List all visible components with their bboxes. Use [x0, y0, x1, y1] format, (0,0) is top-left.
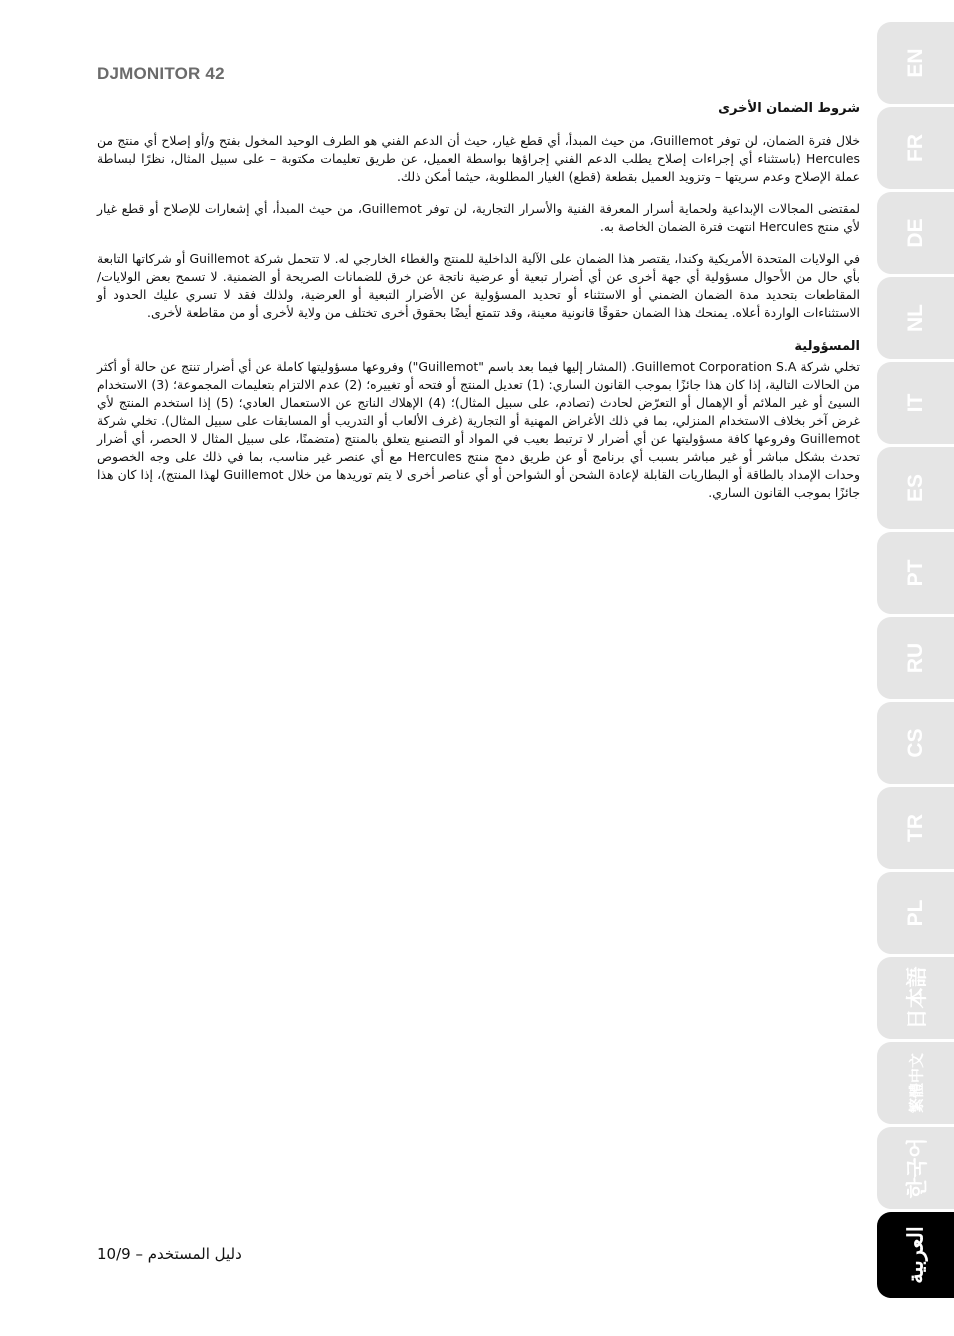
tab-ja[interactable] [877, 957, 954, 1039]
tab-label: العربية [904, 1226, 927, 1284]
page-footer: دليل المستخدم – 10/9 [97, 1245, 242, 1263]
tab-it[interactable] [877, 362, 954, 444]
tab-en[interactable] [877, 22, 954, 104]
tab-label: DE [903, 218, 927, 248]
tab-de[interactable] [877, 192, 954, 274]
tab-pl[interactable] [877, 872, 954, 954]
tab-ru[interactable] [877, 617, 954, 699]
tab-label: IT [903, 393, 927, 413]
tab-fr[interactable] [877, 107, 954, 189]
tab-label: CS [903, 728, 927, 758]
warranty-paragraph-1: خلال فترة الضمان، لن توفر Guillemot، من حيث المبدأ، أي قطع غيار، حيث أن الدعم الفني هو الطرف الوحيد المخول بفتح و/أو إصلاح أي منتج من Hercules (باستثناء أي إجراءات إصلاح يطلب الدعم الفني إجراؤها بواسطة العميل، عن طريق تعليمات مكتوبة – على سبيل المثال، نظرًا لبساطة عملة الإصلاح وعدم سريتها – وتزويد العميل بقطعة (قطع) الغيار المطلوبة، حيثما أمكن ذلك. [97, 133, 861, 184]
tab-tr[interactable] [877, 787, 954, 869]
tab-ko[interactable] [877, 1127, 954, 1209]
tab-label: FR [903, 134, 927, 162]
liability-paragraph: تخلي شركة Guillemot Corporation S.A. (المشار إليها فيما بعد باسم "Guillemot") وفروعها مسؤوليتها كاملة عن أي أضرار تنتج عن حالة أو أكثر من الحالات التالية، إذا كان هذا جائزًا بموجب القانون الساري: (1) تعديل المنتج أو فتحه أو تغييره؛ (2) عدم الالتزام بتعليمات المجموعة؛ (3) الاستخدام السيئ أو غير الملائم أو الإهمال أو التعرّض لحادث (تصادم، على سبيل المثال)؛ (4) الإهلاك الناتج عن الاستعمال العادي؛ (5) إذا استخدم المنتج لأي غرض آخر بخلاف الاستخدام المنزلي، بما في ذلك الأغراض المهنية أو التجارية (غرف الألعاب أو التدريب أو المسابقات على سبيل المثال). تخلي شركة Guillemot وفروعها كافة مسؤوليتها عن أي أضرار لا ترتبط بعيب في المواد أو التصنيع يتعلق بالمنتج (متضمنًا، على سبيل المثال لا الحصر، أي أضرار تحدث بشكل مباشر أو غير مباشر بسبب أي برنامج أو عن طريق دمج منتج Hercules مع أي عنصر غير مناسب، بما في ذلك على وجه الخصوص وحدات الإمداد بالطاقة أو البطاريات القابلة لإعادة الشحن أو الشواحن أو أي عناصر أخرى لا يتم توريدها من خلال Guillemot لهذا المنتج)، إذا كان هذا جائزًا بموجب القانون الساري. [97, 359, 861, 500]
product-title: DJMONITOR 42 [97, 64, 225, 83]
warranty-heading: شروط الضمان الأخرى [718, 101, 860, 116]
tab-label: PL [903, 899, 927, 927]
tab-label: TR [903, 814, 927, 842]
tab-label: ES [903, 473, 927, 503]
tab-label: NL [903, 304, 927, 332]
tab-label: PT [903, 559, 927, 587]
tab-label: 日本語 [905, 966, 929, 1030]
tab-label: RU [903, 642, 927, 674]
warranty-paragraph-2: لمقتضى المجالات الإبداعية ولحماية أسرار المعرفة الفنية والأسرار التجارية، لن توفر Guillemot، من حيث المبدأ، أي إشعارات للإصلاح أو قطع غيار لأي منتج Hercules انتهت فترة الضمان الخاصة به. [97, 201, 860, 234]
document-body [97, 100, 860, 516]
language-tabs [877, 22, 954, 1298]
liability-heading: المسؤولية [794, 339, 860, 354]
warranty-paragraph-3: في الولايات المتحدة الأمريكية وكندا، يقتصر هذا الضمان على الآلية الداخلية للمنتج والغطاء الخارجي له. لا تتحمل شركة Guillemot أو شركاتها التابعة بأي حال من الأحوال مسؤولية أي جهة أخرى عن أي أضرار تبعية أو عرضية ناتجة عن خرق للضمانات الصريحة أو الضمنية. لا تسمح بعض الولايات/المقاطعات بتحديد مدة الضمان الضمني أو الاستثناء أو تحديد المسؤولية عن الأضرار التبعية أو العرضية، ولذلك فقد لا تسري عليك الحدود أو الاستثناءات الواردة أعلاه. يمنحك هذا الضمان حقوقًا قانونية معينة، وقد تتمتع أيضًا بحقوق أخرى تختلف من ولاية لأخرى أو من مقاطعة لأخرى. [97, 251, 860, 320]
tab-cs[interactable] [877, 702, 954, 784]
tab-label: 한국어 [905, 1137, 929, 1199]
tab-ar[interactable] [877, 1212, 954, 1298]
tab-zh-tw[interactable] [877, 1042, 954, 1124]
tab-label: 繁體中文 [908, 1052, 925, 1114]
tab-label: EN [903, 48, 927, 78]
tab-pt[interactable] [877, 532, 954, 614]
tab-es[interactable] [877, 447, 954, 529]
tab-nl[interactable] [877, 277, 954, 359]
